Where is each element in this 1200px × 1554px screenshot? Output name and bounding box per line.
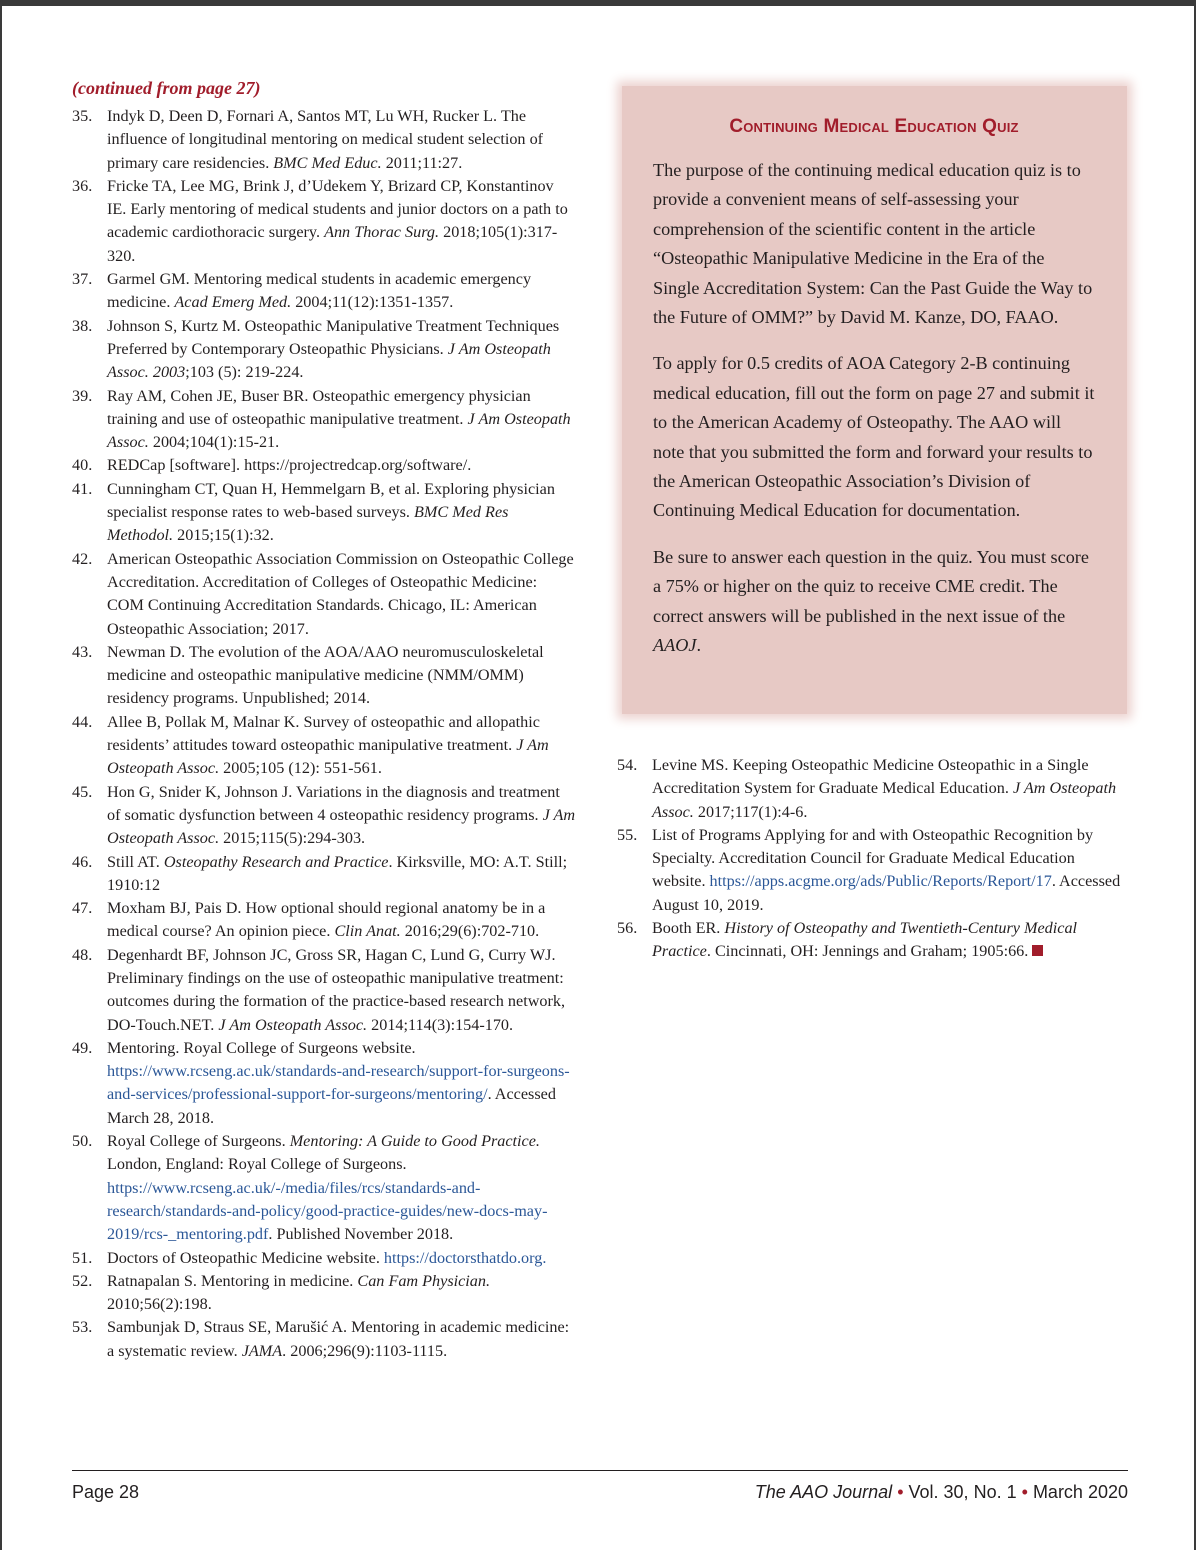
reference-number: 47. xyxy=(72,899,93,918)
reference-segment: Ratnapalan S. Mentoring in medicine. xyxy=(107,1271,358,1290)
reference-text xyxy=(107,1247,577,1270)
reference-segment: REDCap [software]. https://projectredcap.org/software/. xyxy=(107,456,472,475)
reference-source: Mentoring: A Guide to Good Practice. xyxy=(289,1132,540,1151)
reference-segment: . Published November 2018. xyxy=(268,1225,454,1244)
end-of-article-mark xyxy=(1032,945,1043,956)
reference-segment: ;103 (5): 219-224. xyxy=(185,363,304,382)
reference-text xyxy=(652,824,1127,917)
reference-item xyxy=(72,1270,577,1317)
reference-segment: Garmel GM. Mentoring medical students in academic emergency medicine. xyxy=(107,270,532,312)
reference-segment: . 2006;296(9):1103-1115. xyxy=(282,1341,448,1360)
reference-source: JAMA xyxy=(241,1341,283,1360)
quiz-paragraph-3-end: . xyxy=(696,635,701,656)
reference-source: BMC Med Res Methodol. xyxy=(107,503,509,545)
reference-segment: . Accessed March 28, 2018. xyxy=(107,1085,556,1127)
reference-text xyxy=(107,315,577,385)
reference-segment: Moxham BJ, Pais D. How optional should regional anatomy be in a medical course? An opinion piece. xyxy=(107,899,546,941)
reference-source: BMC Med Educ. xyxy=(273,153,382,172)
reference-source: Osteopathy Research and Practice xyxy=(163,852,389,871)
footer-bullet-1: • xyxy=(897,1482,904,1502)
reference-segment: Booth ER. xyxy=(652,919,725,938)
quiz-journal-abbrev: AAOJ xyxy=(653,635,697,656)
cme-quiz-box xyxy=(622,86,1127,714)
reference-number: 37. xyxy=(72,270,93,289)
reference-segment: . Kirksville, MO: A.T. Still; 1910:12 xyxy=(107,852,568,894)
reference-number: 44. xyxy=(72,712,93,731)
reference-item xyxy=(72,1130,577,1246)
reference-item xyxy=(617,824,1127,917)
reference-segment: 2005;105 (12): 551-561. xyxy=(219,759,382,778)
reference-item xyxy=(72,315,577,385)
reference-list-right xyxy=(617,754,1127,964)
reference-segment: Hon G, Snider K, Johnson J. Variations in the diagnosis and treatment of somatic dysfunction between 4 osteopathic residency programs. xyxy=(107,782,560,824)
reference-number: 36. xyxy=(72,176,93,195)
reference-segment: 2011;11:27. xyxy=(381,153,463,172)
reference-text xyxy=(107,548,577,641)
reference-source: J Am Osteopath Assoc. 2003 xyxy=(107,339,551,382)
reference-item xyxy=(72,454,577,477)
reference-segment: . Accessed August 10, 2019. xyxy=(652,872,1121,914)
reference-number: 45. xyxy=(72,782,93,801)
reference-text xyxy=(107,478,577,548)
reference-number: 41. xyxy=(72,479,93,498)
references-right-column xyxy=(617,754,1127,964)
page-number: Page 28 xyxy=(72,1482,140,1502)
reference-segment: Allee B, Pollak M, Malnar K. Survey of osteopathic and allopathic residents’ attitudes toward osteopathic manipulative treatment. xyxy=(107,712,540,755)
continued-note: (continued from page 27) xyxy=(72,78,261,98)
reference-segment: Sambunjak D, Straus SE, Marušić A. Mentoring in academic medicine: a systematic review. xyxy=(107,1318,570,1360)
reference-number: 53. xyxy=(72,1318,93,1337)
reference-segment: Indyk D, Deen D, Fornari A, Santos MT, Lu WH, Rucker L. The influence of longitudinal mentoring on medical student selection of primary care residencies. xyxy=(107,107,544,172)
reference-segment: 2004;11(12):1351-1357. xyxy=(291,293,454,312)
reference-segment: Royal College of Surgeons. xyxy=(107,1132,290,1151)
journal-name: The AAO Journal xyxy=(754,1482,893,1502)
reference-segment: 2015;15(1):32. xyxy=(173,526,274,545)
reference-segment: Still AT. xyxy=(107,852,164,871)
reference-item xyxy=(72,175,577,268)
reference-item xyxy=(72,1316,577,1363)
reference-segment: London, England: Royal College of Surgeons. xyxy=(107,1155,407,1174)
reference-link[interactable]: https://www.rcseng.ac.uk/standards-and-research/support-for-surgeons-and-services/professional-support-for-surgeons/mentoring/ xyxy=(107,1062,570,1104)
reference-item xyxy=(72,944,577,1037)
reference-source: J Am Osteopath Assoc. xyxy=(107,805,576,848)
reference-segment: . Cincinnati, OH: Jennings and Graham; 1905:66. xyxy=(706,942,1029,961)
footer-journal-info xyxy=(755,1482,1128,1503)
reference-item xyxy=(72,385,577,455)
reference-segment: Levine MS. Keeping Osteopathic Medicine Osteopathic in a Single Accreditation System for Graduate Medical Education. xyxy=(652,756,1089,798)
reference-item xyxy=(72,897,577,944)
reference-link[interactable]: https://apps.acgme.org/ads/Public/Reports/Report/17 xyxy=(709,872,1052,891)
reference-segment: American Osteopathic Association Commission on Osteopathic College Accreditation. Accreditation of Colleges of Osteopathic Medicine: COM Continuing Accreditation Standards. Chicago, IL: American Osteopathic Association; 2017. xyxy=(107,549,574,638)
reference-text xyxy=(107,1130,577,1246)
reference-segment: Ray AM, Cohen JE, Buser BR. Osteopathic emergency physician training and use of osteopathic manipulative treatment. xyxy=(107,386,531,428)
reference-source: Clin Anat. xyxy=(334,922,401,941)
reference-text xyxy=(107,385,577,455)
reference-number: 38. xyxy=(72,316,93,335)
reference-segment: 2016;29(6):702-710. xyxy=(400,922,540,941)
reference-source: J Am Osteopath Assoc. xyxy=(652,779,1117,821)
reference-number: 42. xyxy=(72,549,93,568)
quiz-paragraph-3-text: Be sure to answer each question in the quiz. You must score a 75% or higher on the quiz to receive CME credit. The correct answers will be published in the next issue of the xyxy=(653,546,1089,626)
reference-segment: List of Programs Applying for and with Osteopathic Recognition by Specialty. Accreditation Council for Graduate Medical Education website. xyxy=(652,825,1094,891)
reference-text xyxy=(107,711,577,781)
references-left-column xyxy=(72,78,577,1363)
reference-segment: Fricke TA, Lee MG, Brink J, d’Udekem Y, Brizard CP, Konstantinov IE. Early mentoring of medical students and junior doctors on a path to academic cardiothoracic surgery. xyxy=(107,176,568,242)
reference-text xyxy=(107,1270,577,1317)
journal-volume: Vol. 30, No. 1 xyxy=(908,1482,1017,1502)
reference-segment: Johnson S, Kurtz M. Osteopathic Manipulative Treatment Techniques Preferred by Contemporary Osteopathic Physicians. xyxy=(107,316,560,358)
reference-text xyxy=(107,851,577,898)
reference-number: 54. xyxy=(617,756,638,774)
reference-item xyxy=(72,641,577,711)
reference-number: 46. xyxy=(72,852,93,871)
reference-text xyxy=(107,454,577,477)
reference-item xyxy=(72,711,577,781)
reference-number: 39. xyxy=(72,386,93,405)
reference-item xyxy=(72,781,577,851)
quiz-paragraph-3 xyxy=(653,543,1095,661)
reference-source: Ann Thorac Surg. xyxy=(324,223,440,242)
reference-text xyxy=(107,105,577,175)
footer-rule xyxy=(72,1470,1128,1471)
quiz-paragraph-2: To apply for 0.5 credits of AOA Category 2-B continuing medical education, fill out the form on page 27 and submit it to the American Academy of Osteopathy. The AAO will note that you submitted the form and forward your results to the American Osteopathic Association’s Division of Continuing Medical Education for documentation. xyxy=(653,353,1095,521)
reference-segment: 2014;114(3):154-170. xyxy=(367,1015,514,1034)
reference-source: J Am Osteopath Assoc. xyxy=(218,1015,368,1034)
reference-number: 52. xyxy=(72,1271,93,1290)
reference-item xyxy=(72,105,577,175)
reference-number: 56. xyxy=(617,919,638,938)
quiz-paragraph-1: The purpose of the continuing medical education quiz is to provide a convenient means of self-assessing your comprehension of the scientific content in the article “Osteopathic Manipulative Medicine in the Era of the Single Accreditation System: Can the Past Guide the Way to the Future of OMM?” by David M. Kanze, DO, FAAO. xyxy=(653,160,1093,328)
reference-item xyxy=(72,268,577,315)
reference-number: 55. xyxy=(617,825,638,844)
reference-link[interactable]: https://www.rcseng.ac.uk/-/media/files/rcs/standards-and-research/standards-and-policy/good-practice-guides/new-docs-may-2019/rcs-_mentoring.pdf xyxy=(107,1178,548,1244)
reference-segment: Cunningham CT, Quan H, Hemmelgarn B, et al. Exploring physician specialist response rates to web-based surveys. xyxy=(107,479,555,522)
reference-segment: 2010;56(2):198. xyxy=(107,1295,212,1314)
reference-text xyxy=(107,175,577,268)
reference-item xyxy=(72,851,577,898)
reference-text xyxy=(107,1316,577,1363)
reference-text xyxy=(107,781,577,851)
reference-segment: Degenhardt BF, Johnson JC, Gross SR, Hagan C, Lund G, Curry WJ. Preliminary findings on the use of osteopathic manipulative treatment: outcomes during the formation of the practice-based research network, DO-Touch.NET. xyxy=(107,945,566,1034)
footer-bullet-2: • xyxy=(1021,1482,1028,1502)
reference-segment: 2004;104(1):15-21. xyxy=(148,433,280,452)
reference-item xyxy=(617,917,1127,964)
reference-text xyxy=(107,268,577,315)
reference-number: 48. xyxy=(72,945,93,964)
reference-segment: Newman D. The evolution of the AOA/AAO neuromusculoskeletal medicine and osteopathic manipulative medicine (NMM/OMM) residency programs. Unpublished; 2014. xyxy=(107,642,544,708)
reference-segment: Doctors of Osteopathic Medicine website. xyxy=(107,1248,384,1267)
reference-segment: Mentoring. Royal College of Surgeons website. xyxy=(107,1038,416,1057)
reference-source: J Am Osteopath Assoc. xyxy=(107,409,571,452)
reference-number: 40. xyxy=(72,456,93,475)
reference-text xyxy=(107,641,577,711)
reference-source: Can Fam Physician. xyxy=(357,1271,491,1290)
reference-text xyxy=(652,754,1127,824)
reference-segment: 2015;115(5):294-303. xyxy=(219,829,366,848)
reference-segment: 2017;117(1):4-6. xyxy=(693,802,808,821)
reference-item xyxy=(72,1037,577,1130)
reference-segment: 2018;105(1):317-320. xyxy=(107,223,558,265)
reference-text xyxy=(107,897,577,944)
reference-number: 50. xyxy=(72,1132,93,1151)
reference-list-left xyxy=(72,105,577,1363)
reference-item xyxy=(72,1247,577,1270)
reference-number: 43. xyxy=(72,642,93,661)
reference-source: History of Osteopathy and Twentieth-Century Medical Practice xyxy=(652,919,1078,961)
reference-text xyxy=(107,1037,577,1130)
reference-number: 49. xyxy=(72,1038,93,1057)
reference-item xyxy=(72,478,577,548)
reference-text xyxy=(107,944,577,1037)
quiz-title: Continuing Medical Education Quiz xyxy=(729,116,1019,137)
reference-number: 35. xyxy=(72,107,93,125)
reference-link[interactable]: https://doctorsthatdo.org. xyxy=(383,1248,547,1267)
reference-item xyxy=(617,754,1127,824)
reference-text xyxy=(652,917,1127,964)
reference-number: 51. xyxy=(72,1248,93,1267)
journal-date: March 2020 xyxy=(1032,1482,1128,1502)
reference-item xyxy=(72,548,577,641)
reference-source: J Am Osteopath Assoc. xyxy=(107,736,549,778)
reference-source: Acad Emerg Med. xyxy=(174,293,292,312)
